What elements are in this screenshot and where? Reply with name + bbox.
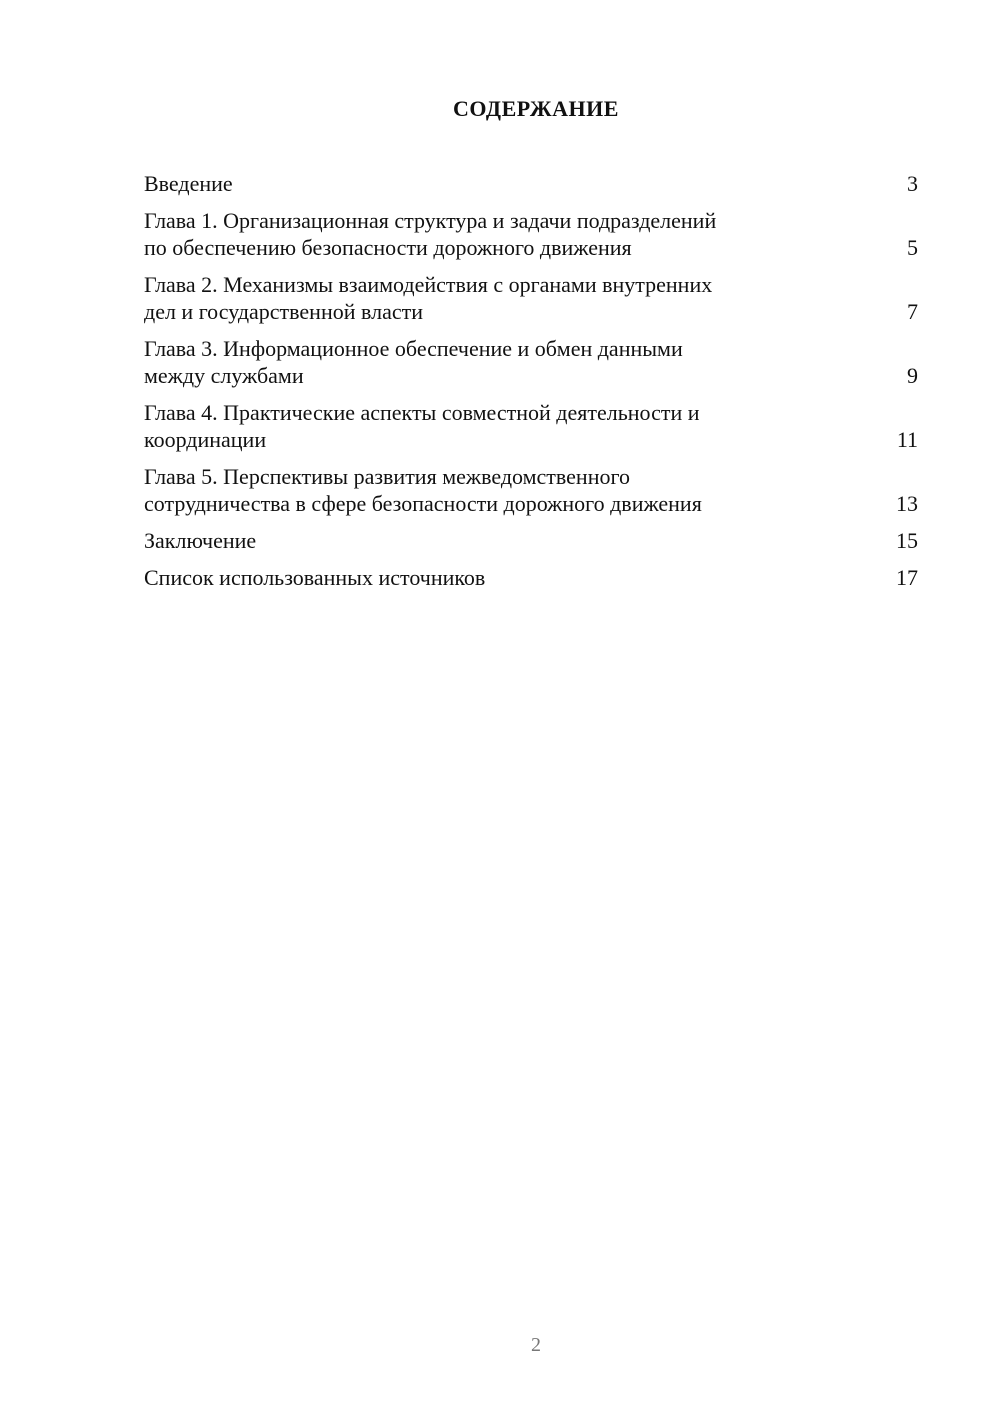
toc-title: СОДЕРЖАНИЕ — [453, 96, 619, 121]
toc-entry-page: 11 — [896, 427, 918, 452]
toc-entry-text — [144, 170, 804, 197]
page-number: 2 — [531, 1334, 541, 1356]
toc-entry-page: 13 — [896, 491, 918, 516]
toc-entry-line: Введение — [144, 171, 233, 196]
toc-entry-line: Список использованных источников — [144, 565, 486, 590]
toc-entry-line: дел и государственной власти — [144, 299, 423, 324]
toc-entry-line: Заключение — [144, 528, 257, 553]
toc-entry-chapter-5 — [144, 463, 918, 517]
toc-entry-text — [144, 207, 804, 261]
toc-entry-conclusion — [144, 527, 918, 554]
toc-entry-introduction — [144, 170, 918, 197]
toc-entry-chapter-4 — [144, 399, 918, 453]
toc-entry-page: 5 — [907, 235, 918, 260]
toc-entry-page: 9 — [907, 363, 918, 388]
toc-entry-chapter-2 — [144, 271, 918, 325]
table-of-contents — [144, 170, 918, 601]
toc-entry-text — [144, 399, 804, 453]
toc-entry-chapter-3 — [144, 335, 918, 389]
toc-entry-page: 17 — [896, 565, 918, 590]
toc-entry-line: Глава 1. Организационная структура и задачи подразделений — [144, 208, 717, 233]
toc-entry-line: Глава 5. Перспективы развития межведомственного — [144, 464, 630, 489]
toc-entry-chapter-1 — [144, 207, 918, 261]
toc-entry-line: Глава 4. Практические аспекты совместной деятельности и — [144, 400, 700, 425]
toc-entry-page: 15 — [896, 528, 918, 553]
toc-entry-text — [144, 271, 804, 325]
toc-entry-text — [144, 463, 804, 517]
toc-entry-line: Глава 2. Механизмы взаимодействия с органами внутренних — [144, 272, 713, 297]
toc-entry-line: сотрудничества в сфере безопасности дорожного движения — [144, 491, 702, 516]
toc-entry-line: координации — [144, 427, 267, 452]
toc-entry-text — [144, 527, 804, 554]
toc-entry-page: 7 — [907, 299, 918, 324]
toc-entry-text — [144, 335, 804, 389]
toc-entry-text — [144, 564, 804, 591]
toc-entry-page: 3 — [907, 171, 918, 196]
toc-entry-references — [144, 564, 918, 591]
toc-entry-line: по обеспечению безопасности дорожного движения — [144, 235, 632, 260]
toc-entry-line: между службами — [144, 363, 304, 388]
toc-entry-line: Глава 3. Информационное обеспечение и обмен данными — [144, 336, 683, 361]
